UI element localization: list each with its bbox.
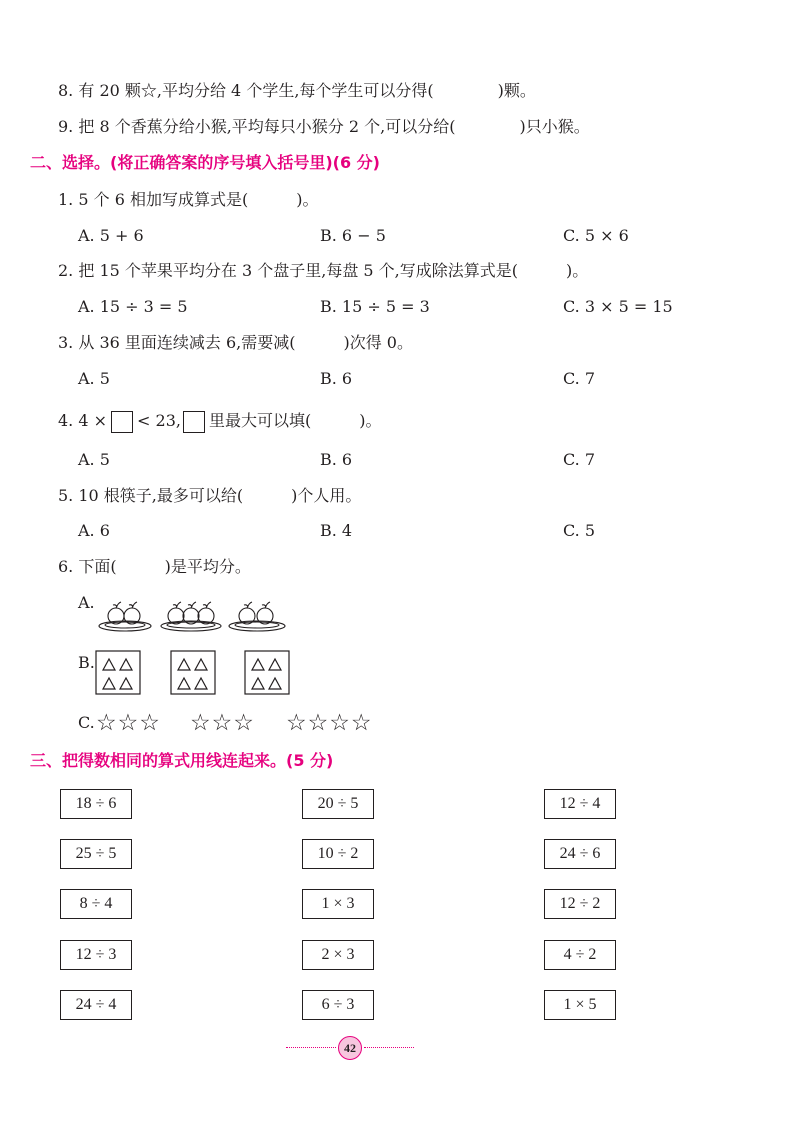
expression-box[interactable]: 8 ÷ 4 [60, 889, 132, 919]
expression-box[interactable]: 4 ÷ 2 [544, 940, 616, 970]
q5-option-c: C. 5 [563, 521, 596, 540]
triangles-in-boxes-image [95, 650, 291, 696]
q4-option-a: A. 5 [78, 450, 110, 469]
choice-question-5: 5. 10 根筷子,最多可以给( )个人用。 [58, 486, 362, 505]
q1-option-c: C. 5 × 6 [563, 226, 629, 245]
expression-box[interactable]: 12 ÷ 2 [544, 889, 616, 919]
choice-question-1: 1. 5 个 6 相加写成算式是( )。 [58, 190, 319, 209]
choice-question-3: 3. 从 36 里面连续减去 6,需要减( )次得 0。 [58, 333, 413, 352]
page-number: 42 [338, 1036, 362, 1060]
q5-option-a: A. 6 [78, 521, 110, 540]
star-group-3: ☆☆☆☆ [286, 710, 373, 736]
q6-option-a-label: A. [78, 593, 95, 612]
star-group-1: ☆☆☆ [96, 710, 161, 736]
expression-box[interactable]: 25 ÷ 5 [60, 839, 132, 869]
q1-option-b: B. 6 − 5 [320, 226, 386, 245]
expression-box[interactable]: 24 ÷ 6 [544, 839, 616, 869]
q4-option-b: B. 6 [320, 450, 353, 469]
answer-square-2 [183, 411, 205, 433]
expression-box[interactable]: 2 × 3 [302, 940, 374, 970]
question-8: 8. 有 20 颗☆,平均分给 4 个学生,每个学生可以分得( )颗。 [58, 81, 536, 100]
q2-option-a: A. 15 ÷ 3 = 5 [78, 297, 188, 316]
q4-text-a: 4. 4 × [58, 411, 108, 430]
choice-question-2: 2. 把 15 个苹果平均分在 3 个盘子里,每盘 5 个,写成除法算式是( )。 [58, 261, 589, 280]
expression-box[interactable]: 1 × 5 [544, 990, 616, 1020]
q4-text-c: 里最大可以填( )。 [208, 411, 382, 430]
expression-box[interactable]: 24 ÷ 4 [60, 990, 132, 1020]
answer-square-1 [111, 411, 133, 433]
expression-box[interactable]: 20 ÷ 5 [302, 789, 374, 819]
question-9: 9. 把 8 个香蕉分给小猴,平均每只小猴分 2 个,可以分给( )只小猴。 [58, 117, 590, 136]
expression-box[interactable]: 10 ÷ 2 [302, 839, 374, 869]
expression-box[interactable]: 6 ÷ 3 [302, 990, 374, 1020]
q3-option-a: A. 5 [78, 369, 110, 388]
star-group-2: ☆☆☆ [190, 710, 255, 736]
q6-option-b-label: B. [78, 653, 95, 672]
expression-box[interactable]: 1 × 3 [302, 889, 374, 919]
choice-question-4 [58, 409, 381, 433]
apples-on-plates-image [96, 596, 292, 636]
choice-question-6: 6. 下面( )是平均分。 [58, 557, 251, 576]
q5-option-b: B. 4 [320, 521, 353, 540]
expression-box[interactable]: 12 ÷ 3 [60, 940, 132, 970]
q3-option-c: C. 7 [563, 369, 596, 388]
footer-dotted-line-left [286, 1047, 336, 1048]
expression-box[interactable]: 12 ÷ 4 [544, 789, 616, 819]
q3-option-b: B. 6 [320, 369, 353, 388]
q2-option-b: B. 15 ÷ 5 = 3 [320, 297, 430, 316]
expression-box[interactable]: 18 ÷ 6 [60, 789, 132, 819]
q4-text-b: < 23, [137, 411, 181, 430]
q6-option-c-label: C. [78, 713, 95, 732]
section-3-heading: 三、把得数相同的算式用线连起来。(5 分) [30, 751, 334, 770]
footer-dotted-line-right [364, 1047, 414, 1048]
section-2-heading: 二、选择。(将正确答案的序号填入括号里)(6 分) [30, 153, 380, 172]
q4-option-c: C. 7 [563, 450, 596, 469]
q1-option-a: A. 5 + 6 [78, 226, 144, 245]
q2-option-c: C. 3 × 5 = 15 [563, 297, 673, 316]
